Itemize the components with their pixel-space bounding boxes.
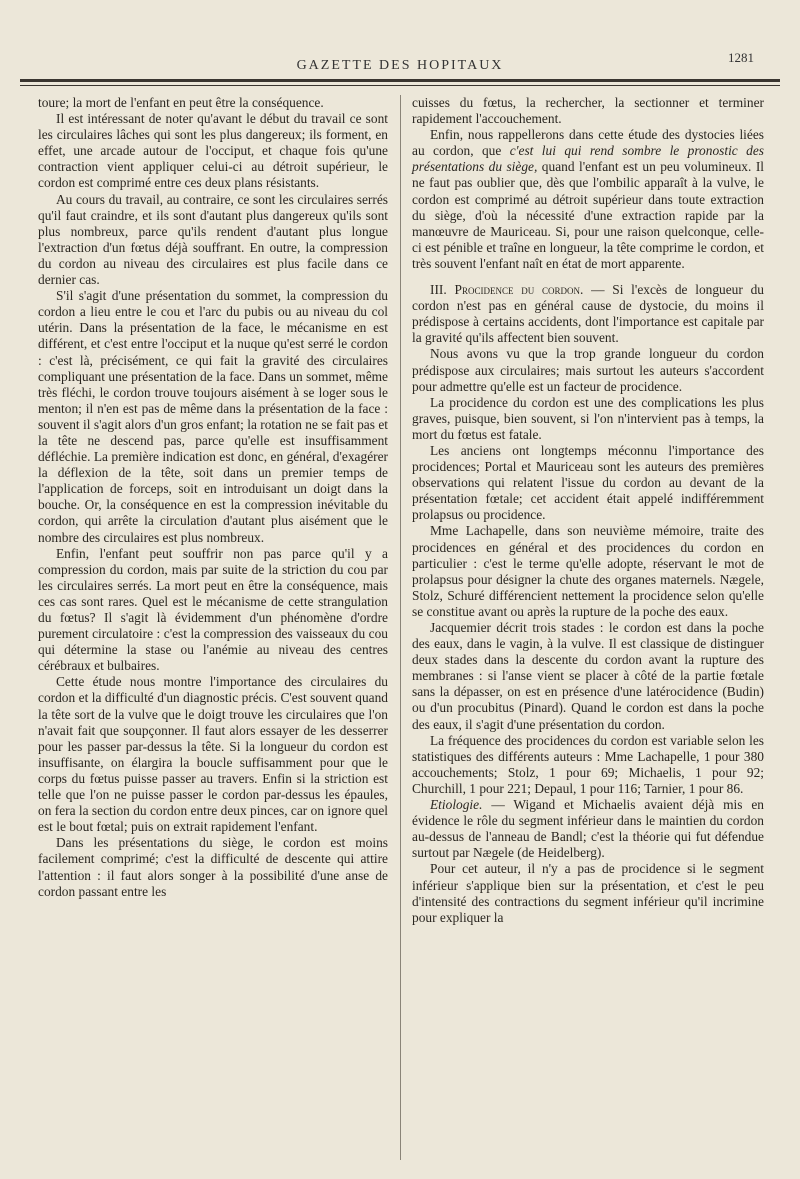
page-header-title: GAZETTE DES HOPITAUX [296, 58, 504, 73]
text-run: quand l'enfant est un peu volumineux. Il ne faut pas oublier que, dès que l'ombilic apparaît à la vulve, le cordon est comprimé au détroit supérieur dans toute extraction du siège, d'où la nécessité d'une extraction rapide par la manœuvre de Mauriceau. Si, pour une raison quelconque, celle-ci est pénible et traîne en longueur, la tête comprime le cordon, et très souvent l'enfant naît en état de mort apparente. [412, 159, 764, 271]
paragraph: Les anciens ont longtemps méconnu l'importance des procidences; Portal et Mauriceau sont les auteurs des premières observations qui relatent l'issue du cordon au devant de la présentation fœtale; cet accident était appelé indifféremment prolapsus ou procidence. [412, 442, 764, 523]
italic-subheading: Etiologie. [430, 797, 483, 813]
paragraph: Il est intéressant de noter qu'avant le début du travail ce sont les circulaires lâches qui sont les plus dangereux; ils forment, en effet, une arcade autour de l'occiput, et chaque fois qu'une contraction vient appliquer celui-ci au détroit supérieur, le cordon est comprimé entre ces deux plans résistants. [38, 111, 388, 191]
column-divider [400, 95, 401, 1160]
paragraph [412, 797, 764, 861]
section-paragraph [412, 282, 764, 346]
italic-text-run: c'est lui qui rend sombre le pronostic des présentations du siège, [412, 143, 764, 175]
paragraph: Jacquemier décrit trois stades : le cordon est dans la poche des eaux, dans le vagin, à la vulve. Il est classique de distinguer deux stades dans la descente du cordon avant la rupture des membranes : si l'anse vient se placer à côté de la partie fœtale sans la dépasser, on est en présence d'une latérocidence (Budin) ou d'un procubitus (Pinard). Quand le cordon est dans la poche des eaux, il s'agit d'une présentation du cordon. [412, 620, 764, 732]
left-column [38, 95, 388, 900]
paragraph: S'il s'agit d'une présentation du sommet, la compression du cordon a lieu entre le cou et l'arc du pubis ou au niveau du col utérin. Dans la présentation de la face, le mécanisme en est différent, et c'est entre l'occiput et la nuque qu'est serré le cordon : c'est là, précisément, ce qui fait la gravité des circulaires compliquant une présentation de la face. Dans un sommet, même très fléchi, le cordon trouve toujours aisément à se loger sous le menton; il n'en est pas de même dans la présentation de la face : souvent il s'agit alors d'un gros enfant; la rotation ne se fait pas et la tête ne descend pas, parce qu'elle est insuffisamment défléchie. La première indication est donc, en général, d'exagérer la déflexion de la tête, soit dans un premier temps de l'application de forceps, soit en introduisant un doigt dans la bouche. Or, la conséquence en est la compression inévitable du cordon, qui arrête la circulation d'autant plus aisément que le nombre des circulaires est plus nombreux. [38, 288, 388, 545]
paragraph: cuisses du fœtus, la rechercher, la sectionner et terminer rapidement l'accouchement. [412, 95, 764, 127]
paragraph [412, 127, 764, 272]
text-run: — Wigand et Michaelis avaient déjà mis en évidence le rôle du segment inférieur dans le maintien du cordon au-dessus de l'anneau de Bandl; c'est la théorie qui fut défendue surtout par Nægele (de Heidelberg). [412, 797, 764, 861]
text-run: — Si l'excès de longueur du cordon n'est pas en général cause de dystocie, du moins il prédispose à certains accidents, dont l'importance est capitale par la gravité qu'ils affectent bien souvent. [412, 282, 764, 346]
paragraph: toure; la mort de l'enfant en peut être la conséquence. [38, 95, 324, 110]
page-number: 1281 [728, 50, 754, 65]
header-rule-thin [20, 85, 780, 86]
paragraph: Enfin, l'enfant peut souffrir non pas parce qu'il y a compression du cordon, mais par suite de la striction du cou par les circulaires serrés. La mort peut en être la conséquence, mais ces cas sont rares. Quel est le mécanisme de cette strangulation du fœtus? Il s'agit là évidemment d'un phénomène d'ordre purement circulatoire : c'est la compression des vaisseaux du cou qui détermine la stase ou l'anémie au niveau des centres cérébraux et bulbaires. [38, 545, 388, 674]
paragraph: Au cours du travail, au contraire, ce sont les circulaires serrés qu'il faut craindre, et ils sont d'autant plus dangereux qu'ils sont plus nombreux, parce qu'ils rendent d'autant plus longue l'extraction d'un fœtus déjà souffrant. En outre, la compression du cordon au niveau des circulaires est plus facile dans ce dernier cas. [38, 191, 388, 288]
paragraph: Dans les présentations du siège, le cordon est moins facilement comprimé; c'est la difficulté de descente qui attire l'attention : il faut alors songer à la possibilité d'une anse de cordon passant entre les [38, 835, 388, 899]
paragraph: La procidence du cordon est une des complications les plus graves, puisque, bien souvent, si l'on n'intervient pas à temps, la mort du fœtus est fatale. [412, 394, 764, 442]
paragraph: Mme Lachapelle, dans son neuvième mémoire, traite des procidences en général et des procidences du cordon en particulier : c'est le terme qu'elle adopte, réservant le mot de prolapsus pour désigner la chute des organes maternels. Nægele, Stolz, Schuré différencient nettement la procidence selon qu'elle se constitue avant ou après la rupture de la poche des eaux. [412, 523, 764, 619]
right-column [412, 95, 764, 926]
paragraph: La fréquence des procidences du cordon est variable selon les statistiques des différents auteurs : Mme Lachapelle, 1 pour 380 accouchements; Stolz, 1 pour 69; Michaelis, 1 pour 92; Churchill, 1 pour 221; Depaul, 1 pour 116; Tarnier, 1 pour 86. [412, 732, 764, 796]
paragraph: Cette étude nous montre l'importance des circulaires du cordon et la difficulté d'un diagnostic précis. C'est souvent quand la tête sort de la vulve que le doigt trouve les circulaires que l'on n'avait fait que soupçonner. Il faut alors essayer de les desserrer pour les passer par-dessus la tête. Si la longueur du cordon est insuffisante, on élargira la boucle suffisamment pour que le corps du fœtus puisse passer au travers. Enfin si la striction est telle que l'on ne puisse passer le cordon par-dessus les épaules, on fera la section du cordon entre deux pinces, car on ignore quel est le bout fœtal; puis on extrait rapidement l'enfant. [38, 674, 388, 835]
header-rule-thick [20, 79, 780, 82]
section-heading: III. Procidence du cordon. [430, 282, 584, 298]
paragraph: Nous avons vu que la trop grande longueur du cordon prédispose aux circulaires; mais surtout les auteurs s'accordent pour admettre qu'elle est un facteur de procidence. [412, 346, 764, 394]
text-run: Enfin, nous rappellerons dans cette étude des dystocies liées au cordon, que [412, 127, 764, 159]
paragraph: Pour cet auteur, il n'y a pas de procidence si le segment inférieur s'applique bien sur la présentation, et c'est le peu d'intensité des contractions du segment inférieur qu'il incrimine pour expliquer la [412, 861, 764, 925]
